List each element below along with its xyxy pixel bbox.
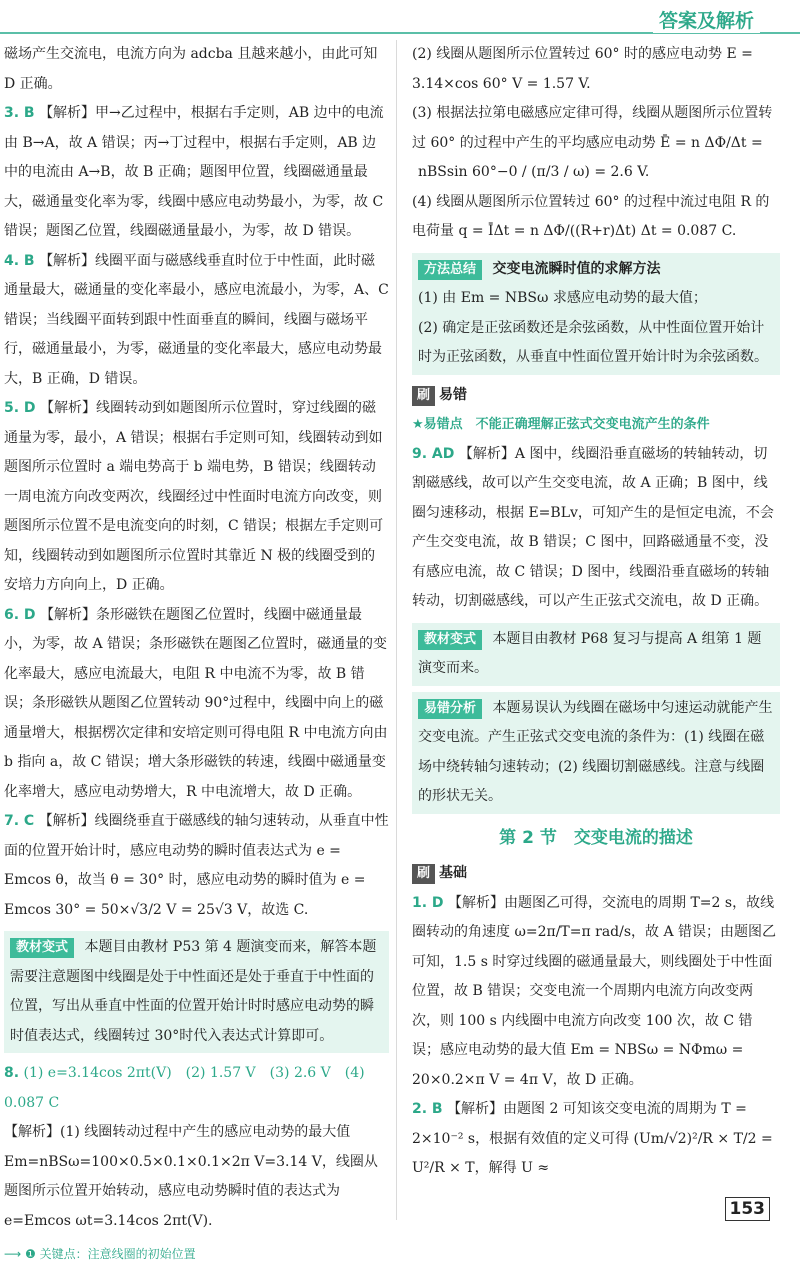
answer-key: (1) e=3.14cos 2πt(V) (2) 1.57 V (3) 2.6 V (4) 0.087 C bbox=[4, 1065, 365, 1111]
box-tag: 易错分析 bbox=[418, 699, 482, 719]
section-basic bbox=[412, 859, 780, 889]
section-easy-mistake bbox=[412, 381, 780, 411]
left-column bbox=[4, 40, 389, 1270]
section-label: 基础 bbox=[439, 865, 468, 881]
answer-number: 9. AD bbox=[412, 445, 455, 462]
mistake-point: ★易错点 不能正确理解正弦式交变电流产生的条件 bbox=[412, 417, 710, 432]
method-step-2: (2) 确定是正弦函数还是余弦函数，从中性面位置开始计时为正弦函数，从垂直中性面位置开始计时为余弦函数。 bbox=[418, 319, 768, 365]
column-divider bbox=[396, 40, 397, 1220]
answer-part-2: (2) 线圈从题图所示位置转过 60° 时的感应电动势 E = 3.14×cos 60° V = 1.57 V. bbox=[412, 46, 753, 92]
answer-text: 【解析】(1) 线圈转动过程中产生的感应电动势的最大值 Em=nBSω=100×0.5×0.1×0.1×2π V=3.14 V，线圈从题图所示位置开始转动，感应电动势瞬时值的表达式为 e=Emcos ωt=3.14cos 2πt(V). bbox=[4, 1124, 378, 1229]
answer-item-4 bbox=[4, 247, 389, 395]
textbook-variant-box bbox=[412, 623, 780, 686]
page-header bbox=[0, 0, 800, 42]
section-mark: 刷 bbox=[412, 386, 435, 406]
answer-text: 【解析】由题图乙可得，交流电的周期 T=2 s，故线圈转动的角速度 ω=2π/T=π rad/s，故 A 错误；由题图乙可知，1.5 s 时穿过线圈的磁通量最大，则线圈处于中性面位置，故 B 错误；交变电流一个周期内电流方向改变两次，则 100 s 内线圈中电流方向改变 100 次，故 C 错误；感应电动势的最大值 Em = NBSω = NΦmω = 20×0.2×π V = 4π V，故 D 正确。 bbox=[412, 894, 777, 1088]
answer-item-3 bbox=[4, 99, 389, 247]
answer-item-2 bbox=[412, 1095, 780, 1184]
method-step-1: (1) 由 Em = NBSω 求感应电动势的最大值； bbox=[418, 290, 707, 306]
section-label: 易错 bbox=[439, 386, 468, 403]
answer-number: 8. bbox=[4, 1065, 20, 1081]
answer-number: 5. D bbox=[4, 400, 36, 416]
answer-text: 【解析】线圈平面与磁感线垂直时位于中性面，此时磁通量最大，磁通量的变化率最小，感应电流最小，为零，A、C 错误；当线圈平面转到跟中性面垂直的瞬间，线圈与磁场平行，磁通量最小，为零，磁通量的变化率最大，感应电动势最大，B 正确，D 错误。 bbox=[4, 252, 389, 387]
answer-number: 4. B bbox=[4, 252, 35, 269]
answer-item-9 bbox=[412, 440, 780, 617]
answer-text: 【解析】条形磁铁在题图乙位置时，线圈中磁通量最小，为零，故 A 错误；条形磁铁在题图乙位置时，磁通量的变化率最大，感应电流最大，电阻 R 中电流不为零，故 B 错误；条形磁铁从题图乙位置转动 90°过程中，线圈中向上的磁通量增大，根据楞次定律和安培定则可得电阻 R 中电流方向由 b 指向 a，故 C 错误；增大条形磁铁的转速，线圈中磁通量变化率增大，感应电动势增大，R 中电流增大，故 D 正确。 bbox=[4, 606, 388, 800]
key-point-text: 关键点：注意线圈的初始位置 bbox=[39, 1247, 196, 1261]
key-point-icon: ⟶ ❶ bbox=[4, 1247, 40, 1261]
continued-text: 磁场产生交流电，电流方向为 adcba 且越来越小，由此可知 D 正确。 bbox=[4, 46, 378, 92]
answer-number: 1. D bbox=[412, 894, 444, 911]
answer-text: 【解析】由题图 2 可知该交变电流的周期为 T = 2×10⁻² s，根据有效值的定义可得 (Um/√2)²/R × T/2 = U²/R × T，解得 U ≈ bbox=[412, 1101, 773, 1176]
page-number: 153 bbox=[725, 1197, 771, 1221]
answer-text: 【解析】线圈转动到如题图所示位置时，穿过线圈的磁通量为零，最小，A 错误；根据右手定则可知，线圈转动到如题图所示位置时 a 端电势高于 b 端电势，B 错误；线圈转动一周电流方向改变两次，线圈经过中性面时电流方向改变，则题图所示位置不是电流变向的时刻，C 错误；根据左手定则可知，线圈转动到如题图所示位置时其靠近 N 极的线圈受到的安培力方向向上，D 正确。 bbox=[4, 400, 384, 593]
method-summary-box bbox=[412, 253, 780, 375]
section-mark: 刷 bbox=[412, 864, 435, 884]
answer-text: 【解析】甲→乙过程中，根据右手定则，AB 边中的电流由 B→A，故 A 错误；丙→丁过程中，根据右手定则，AB 边中的电流由 A→B，故 B 正确；题图甲位置，线圈磁通量最大，磁通量变化率为零，线圈中感应电动势最小，为零，故 C 错误；题图乙位置，线圈磁通量最小，为零，故 D 错误。 bbox=[4, 105, 384, 239]
answer-part-4: (4) 线圈从题图所示位置转过 60° 的过程中流过电阻 R 的电荷量 q = ĪΔt = n ΔΦ/((R+r)Δt) Δt = 0.087 C. bbox=[412, 193, 770, 239]
answer-part-3: (3) 根据法拉第电磁感应定律可得，线圈从题图所示位置转过 60° 的过程中产生的平均感应电动势 Ē = n ΔΦ/Δt = bbox=[412, 105, 773, 151]
box-tag: 教材变式 bbox=[418, 630, 482, 650]
box-tag: 教材变式 bbox=[10, 938, 74, 958]
box-tag: 方法总结 bbox=[418, 260, 482, 280]
key-point-note bbox=[4, 1240, 389, 1270]
answer-number: 3. B bbox=[4, 105, 35, 121]
answer-item-8 bbox=[4, 1059, 389, 1118]
box-title: 交变电流瞬时值的求解方法 bbox=[492, 260, 661, 277]
formula-7: Emcos 30° = 50×√3/2 V = 25√3 V，故选 C. bbox=[4, 901, 309, 918]
answer-number: 7. C bbox=[4, 813, 35, 829]
textbook-variant-box bbox=[4, 931, 389, 1053]
answer-item-1 bbox=[412, 889, 780, 1096]
answer-text: 【解析】A 图中，线圈沿垂直磁场的转轴转动，切割磁感线，故可以产生交变电流，故 A 正确；B 图中，线圈匀速移动，根据 E=BLv，可知产生的是恒定电流，不会产生交变电流，故 B 错误；C 图中，回路磁通量不变，没有感应电流，故 C 错误；D 图中，线圈沿垂直磁场的转轴转动，切割磁感线，可以产生正弦式交流电，故 D 正确。 bbox=[412, 445, 774, 609]
answer-item-6 bbox=[4, 601, 389, 808]
answer-number: 6. D bbox=[4, 606, 36, 623]
box-text: 本题目由教材 P68 复习与提高 A 组第 1 题演变而来。 bbox=[418, 630, 762, 676]
answer-item-5 bbox=[4, 394, 389, 601]
answer-item-7 bbox=[4, 807, 389, 896]
box-text: 本题目由教材 P53 第 4 题演变而来，解答本题需要注意题图中线圈是处于中性面还是处于垂直于中性面的位置，写出从垂直中性面的位置开始计时时感应电动势的瞬时值表达式，线圈转过 30°时代入表达式计算即可。 bbox=[10, 939, 377, 1044]
box-text: 本题易误认为线圈在磁场中匀速运动就能产生交变电流。产生正弦式交变电流的条件为：(1) 线圈在磁场中绕转轴匀速转动；(2) 线圈切割磁感线。注意与线圈的形状无关。 bbox=[418, 699, 773, 804]
answer-text: 【解析】线圈绕垂直于磁感线的轴匀速转动，从垂直中性面的位置开始计时，感应电动势的瞬时值表达式为 e = Emcos θ，故当 θ = 30° 时，感应电动势的瞬时值为 e = bbox=[4, 813, 389, 888]
mistake-analysis-box bbox=[412, 692, 780, 814]
answer-part-3-formula: nBSsin 60°−0 / (π/3 / ω) = 2.6 V. bbox=[418, 164, 650, 180]
section-title: 第 2 节 交变电流的描述 bbox=[499, 827, 693, 848]
right-column bbox=[412, 40, 780, 1184]
header-title: 答案及解析 bbox=[653, 6, 760, 33]
answer-number: 2. B bbox=[412, 1101, 443, 1117]
